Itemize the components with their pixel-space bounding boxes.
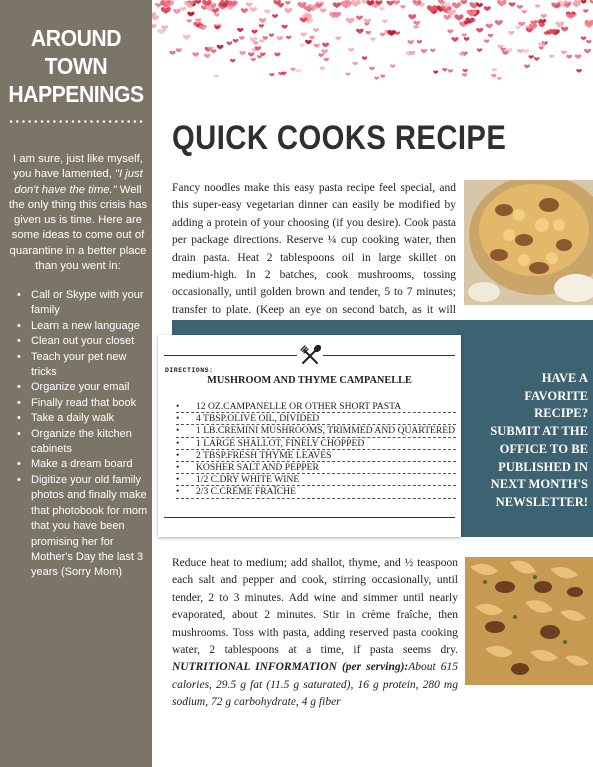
recipe-steps xyxy=(172,555,458,712)
heart-shape xyxy=(515,26,521,30)
ingredient-item: • 2 TBSP.FRESH THYME LEAVES xyxy=(176,450,456,462)
heart-shape xyxy=(400,5,405,9)
heart-shape xyxy=(356,29,364,34)
heart-shape xyxy=(309,36,314,40)
heart-shape xyxy=(320,67,326,71)
pasta-closeup-photo xyxy=(465,557,593,685)
heart-shape xyxy=(176,48,182,52)
heart-shape xyxy=(413,25,418,29)
heart-shape xyxy=(534,57,540,61)
heart-shape xyxy=(517,49,524,53)
heart-shape xyxy=(204,54,211,59)
heart-shape xyxy=(313,28,319,32)
heart-shape xyxy=(462,73,467,77)
nutrition-label: NUTRITIONAL INFORMATION (per serving): xyxy=(172,661,409,674)
heart-shape xyxy=(257,55,262,59)
heart-shape xyxy=(269,73,274,77)
heart-shape xyxy=(286,36,291,40)
heart-shape xyxy=(241,8,248,13)
sidebar-title-line: TOWN xyxy=(44,53,108,79)
heart-shape xyxy=(259,39,265,43)
heart-shape xyxy=(583,9,588,13)
heart-shape xyxy=(491,74,496,78)
heart-shape xyxy=(421,49,427,53)
heart-shape xyxy=(447,10,456,16)
heart-shape xyxy=(230,59,235,63)
heart-shape xyxy=(161,7,171,14)
ingredient-item: • 2/3 C.CRÈME FRAÎCHE xyxy=(176,486,456,498)
list-item: • Take a daily walk xyxy=(16,411,148,426)
heart-shape xyxy=(290,68,295,72)
heart-shape xyxy=(476,28,483,33)
ingredient-item: • 1 LB.CREMINI MUSHROOMS, TRIMMED AND QUARTERED xyxy=(176,425,456,437)
sidebar-intro xyxy=(7,152,149,274)
heart-shape xyxy=(233,39,239,43)
heart-shape xyxy=(586,40,591,44)
heart-shape xyxy=(539,23,545,27)
heart-shape xyxy=(272,14,278,18)
list-item: • Finally read that book xyxy=(16,396,148,411)
heart-shape xyxy=(443,15,451,20)
submit-recipe-callout xyxy=(470,370,588,512)
sidebar xyxy=(0,0,152,767)
heart-shape xyxy=(335,36,341,40)
heart-shape xyxy=(382,20,388,24)
recipe-name: MUSHROOM AND THYME CAMPANELLE xyxy=(207,375,412,386)
heart-shape xyxy=(269,34,274,37)
heart-shape xyxy=(320,8,327,13)
intro-text-end: Well the only thing this crisis has given us is time. Here are some ideas to come out of quarantine in a better place than you went in: xyxy=(8,183,148,273)
heart-shape xyxy=(447,29,453,33)
heart-shape xyxy=(497,0,507,7)
heart-shape xyxy=(462,33,467,37)
heart-shape xyxy=(248,52,254,56)
heart-shape xyxy=(239,51,245,55)
callout-line: HAVE A xyxy=(541,371,588,385)
heart-shape xyxy=(259,18,266,23)
heart-shape xyxy=(500,48,505,51)
heart-shape xyxy=(274,52,280,56)
heart-shape xyxy=(477,48,482,52)
heart-shape xyxy=(284,8,292,13)
heart-shape xyxy=(584,49,591,54)
callout-line: NEXT MONTH'S xyxy=(490,477,588,492)
card-rule xyxy=(164,517,455,518)
heart-shape xyxy=(497,77,502,80)
heart-shape xyxy=(259,24,264,28)
heart-shape xyxy=(407,40,413,44)
heart-shape xyxy=(452,2,461,8)
heart-shape xyxy=(322,43,329,48)
sidebar-title-line: HAPPENINGS xyxy=(8,81,144,107)
heart-shape xyxy=(541,14,547,18)
heart-shape xyxy=(211,49,217,53)
heart-shape xyxy=(321,49,328,54)
heart-shape xyxy=(535,4,540,7)
callout-line: SUBMIT AT THE xyxy=(490,424,588,439)
heart-shape xyxy=(251,30,257,34)
heart-shape xyxy=(561,51,567,55)
heart-shape xyxy=(305,40,312,45)
heart-shape xyxy=(356,15,363,20)
heart-shape xyxy=(352,62,357,66)
heart-shape xyxy=(561,27,568,32)
heart-shape xyxy=(346,18,355,24)
list-item: • Digitize your old family photos and finally make that photobook for mom that you have been promising her for Mother's Day the last 3 years (Sorry Mom) xyxy=(16,473,148,581)
heart-shape xyxy=(484,39,489,43)
recipe-card xyxy=(158,335,461,537)
callout-line: PUBLISHED IN xyxy=(498,459,588,474)
heart-shape xyxy=(451,37,458,42)
heart-shape xyxy=(417,40,422,44)
ingredient-item: • KOSHER SALT AND PEPPER xyxy=(176,462,456,474)
heart-shape xyxy=(523,49,529,53)
heart-shape xyxy=(433,70,438,73)
heart-shape xyxy=(484,6,491,11)
heart-shape xyxy=(187,12,194,17)
heart-shape xyxy=(333,2,341,8)
heart-shape xyxy=(529,55,534,59)
heart-shape xyxy=(448,69,453,73)
heart-shape xyxy=(183,35,191,40)
heart-shape xyxy=(524,65,530,69)
heart-shape xyxy=(374,76,379,79)
sidebar-title-line: AROUND xyxy=(30,25,122,51)
heart-shape xyxy=(413,21,420,26)
heart-shape xyxy=(408,14,416,20)
heart-shape xyxy=(296,69,301,73)
heart-shape xyxy=(508,31,514,35)
list-item: • Teach your pet new tricks xyxy=(16,350,148,381)
heart-shape xyxy=(180,7,186,11)
heart-shape xyxy=(362,56,367,60)
heart-shape xyxy=(462,69,467,73)
heart-shape xyxy=(488,34,493,38)
heart-shape xyxy=(301,33,307,37)
ingredient-item: • 4 TBSP.OLIVE OIL, DIVIDED xyxy=(176,413,456,425)
list-item: • Learn a new language xyxy=(16,319,148,334)
nutrition-text: About 615 calories, 29.5 g fat (11.5 g saturated), 16 g protein, 280 mg sodium, 72 g carbohydrate, 4 g fiber xyxy=(172,661,458,709)
heart-shape xyxy=(454,14,463,20)
utensils-icon xyxy=(297,343,323,369)
heart-shape xyxy=(278,72,283,76)
list-item: • Clean out your closet xyxy=(16,334,148,349)
directions-label: DIRECTIONS: xyxy=(165,367,214,374)
ideas-list xyxy=(16,288,148,581)
heart-shape xyxy=(379,7,385,11)
heart-shape xyxy=(285,1,290,5)
heart-shape xyxy=(348,48,354,52)
list-item: • Organize the kitchen cabinets xyxy=(16,427,148,458)
heart-shape xyxy=(249,37,257,42)
list-item: • Organize your email xyxy=(16,380,148,395)
ingredients-list xyxy=(176,401,456,499)
heart-shape xyxy=(549,55,554,59)
heart-shape xyxy=(226,41,232,45)
list-item: • Make a dream board xyxy=(16,457,148,472)
callout-line: NEWSLETTER! xyxy=(495,494,588,509)
ingredient-item: • 1/2 C.DRY WHITE WINE xyxy=(176,474,456,486)
heart-shape xyxy=(152,24,157,28)
heart-shape xyxy=(314,44,320,48)
heart-shape xyxy=(509,2,516,7)
heart-shape xyxy=(239,36,244,40)
heart-shape xyxy=(276,36,283,41)
recipe-intro: Fancy noodles make this easy pasta recipe feel special, and this super-easy vegetarian dinner can easily be modified by adding a protein of your choosing (if you desire). Cook pasta per package directions. Reserve ¼ cup cooking water, then drain pasta. Heat 2 tablespoons oil in large skillet on medium-high. In 2 batches, cook mushrooms, tossing occasionally, until golden brown and tender, 5 to 7 minutes; transfer to plate. (Keep an eye on second batch, as it will xyxy=(172,182,456,316)
intro-text: I am sure, just like myself, you have lamented, xyxy=(13,153,143,181)
page-title: QUICK COOKS RECIPE xyxy=(172,119,507,157)
heart-shape xyxy=(469,2,479,9)
sidebar-title xyxy=(6,24,146,108)
ingredient-item: • 1 LARGE SHALLOT, FINELY CHOPPED xyxy=(176,438,456,450)
heart-shape xyxy=(251,58,256,62)
heart-shape xyxy=(369,67,375,71)
list-item: • Call or Skype with your family xyxy=(16,288,148,319)
callout-line: OFFICE TO BE xyxy=(499,441,588,456)
heart-shape xyxy=(195,18,201,22)
heart-shape xyxy=(442,68,447,71)
pasta-photo xyxy=(464,180,593,305)
heart-shape xyxy=(517,5,523,9)
heart-shape xyxy=(538,42,545,47)
heart-shape xyxy=(187,19,192,22)
heart-shape xyxy=(370,37,375,41)
intro-quote: "I just don't have the time." xyxy=(14,168,143,196)
heart-shape xyxy=(380,33,385,37)
heart-shape xyxy=(237,28,243,32)
heart-shape xyxy=(214,13,220,17)
heart-shape xyxy=(492,68,497,71)
heart-shape xyxy=(464,37,470,41)
steps-text: Reduce heat to medium; add shallot, thyme, and ½ teaspoon each salt and pepper and cook, stirring occasionally, until tender, 2 to 3 minutes. Add wine and simmer until nearly evaporated, about 2 minutes. Stir in crème fraîche, then mushrooms. Toss with pasta, adding reserved pasta cooking water, 2 tablespoons at a time, if pasta seems dry. xyxy=(172,557,458,657)
ingredient-item: • 12 OZ.CAMPANELLE OR OTHER SHORT PASTA xyxy=(176,401,456,413)
heart-shape xyxy=(282,25,288,29)
callout-line: RECIPE? xyxy=(534,406,588,421)
heart-shape xyxy=(581,0,587,4)
heart-shape xyxy=(345,72,350,75)
heart-shape xyxy=(351,0,361,7)
heart-shape xyxy=(430,49,435,53)
heart-shape xyxy=(522,10,527,14)
heart-shape xyxy=(264,10,270,14)
heart-shape xyxy=(250,7,257,12)
heart-shape xyxy=(217,45,224,50)
heart-shape xyxy=(575,54,582,59)
heart-shape xyxy=(380,75,385,78)
heart-shape xyxy=(169,51,175,55)
heart-shape xyxy=(461,0,467,4)
heart-shape xyxy=(495,20,503,26)
heart-shape xyxy=(566,55,572,59)
heart-shape xyxy=(324,58,329,62)
callout-line: FAVORITE xyxy=(524,388,588,403)
heart-shape xyxy=(539,46,544,50)
heart-shape xyxy=(246,2,253,7)
heart-shape xyxy=(300,44,305,47)
heart-shape xyxy=(390,64,395,68)
heart-shape xyxy=(214,75,219,78)
heart-shape xyxy=(192,52,199,57)
heart-shape xyxy=(486,24,493,29)
heart-shape xyxy=(386,1,394,6)
heart-shape xyxy=(173,9,181,14)
heart-shape xyxy=(195,0,201,4)
heart-shape xyxy=(366,31,371,35)
heart-shape xyxy=(581,36,587,40)
heart-shape xyxy=(576,69,582,73)
dotted-divider xyxy=(8,120,144,123)
hearts-banner xyxy=(152,0,593,80)
